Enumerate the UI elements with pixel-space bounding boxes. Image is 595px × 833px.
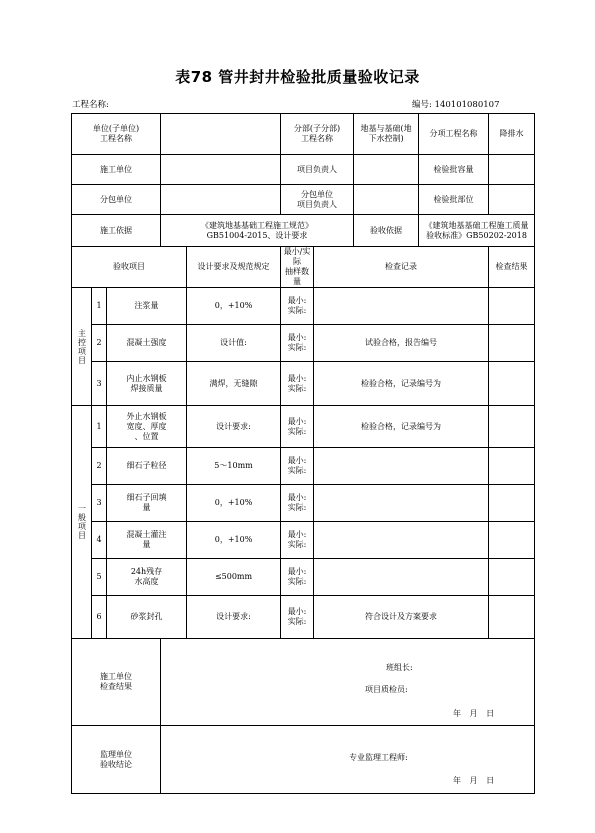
item-name: 细石子回填 量: [107, 485, 187, 522]
supervisor-result-label: 监理单位 验收结论: [72, 726, 161, 794]
table-row: [72, 362, 535, 406]
item-name: 混凝土强度: [107, 325, 187, 362]
col-record-header: 检查记录: [314, 247, 489, 288]
contractor-date: 年 月 日: [453, 709, 495, 718]
unit-value[interactable]: [161, 114, 281, 155]
contractor-result-label: 施工单位 检查结果: [72, 639, 161, 726]
supervising-engineer-label: 专业监理工程师:: [349, 753, 408, 762]
item-record[interactable]: 试验合格，报告编号: [314, 325, 489, 362]
item-no: 4: [92, 522, 107, 559]
batch-location-value[interactable]: [489, 185, 535, 215]
item-no: 2: [92, 448, 107, 485]
item-result[interactable]: [489, 406, 535, 448]
supervisor-result-box[interactable]: [161, 726, 535, 794]
item-name: 砂浆封孔: [107, 596, 187, 639]
item-requirement: 0，+10%: [187, 288, 281, 325]
batch-capacity-label: 检验批容量: [419, 155, 489, 185]
team-leader-label: 班组长:: [386, 663, 413, 672]
page-title: 表78 管井封井检验批质量验收记录: [175, 68, 420, 86]
item-sample[interactable]: 最小: 实际:: [281, 288, 314, 325]
supervisor-result-row: [72, 726, 535, 794]
subcontractor-value[interactable]: [161, 185, 281, 215]
item-name: 内止水钢板 焊接质量: [107, 362, 187, 406]
project-name-label: 工程名称:: [72, 100, 109, 110]
division-label: 分部(子分部) 工程名称: [281, 114, 354, 155]
item-result[interactable]: [489, 325, 535, 362]
item-requirement: 5～10mm: [187, 448, 281, 485]
contractor-result-row: [72, 639, 535, 726]
number-label: 编号:: [412, 100, 432, 110]
unit-label: 单位(子单位) 工程名称: [72, 114, 161, 155]
item-requirement: 0，+10%: [187, 522, 281, 559]
header-row-subcontractor: [72, 185, 535, 215]
table-row: [72, 559, 535, 596]
sub-item-label: 分项工程名称: [419, 114, 489, 155]
contractor-value[interactable]: [161, 155, 281, 185]
item-result[interactable]: [489, 559, 535, 596]
batch-capacity-value[interactable]: [489, 155, 535, 185]
item-name: 外止水钢板 宽度、厚度 、位置: [107, 406, 187, 448]
col-result-header: 检查结果: [489, 247, 535, 288]
item-requirement: 设计要求:: [187, 596, 281, 639]
item-record[interactable]: [314, 448, 489, 485]
item-sample[interactable]: 最小: 实际:: [281, 362, 314, 406]
division-value: 地基与基础(地 下水控制): [354, 114, 419, 155]
item-result[interactable]: [489, 522, 535, 559]
contractor-result-box[interactable]: [161, 639, 535, 726]
item-record[interactable]: [314, 559, 489, 596]
sub-item-value: 降排水: [489, 114, 535, 155]
header-row-unit: [72, 114, 535, 155]
item-sample[interactable]: 最小: 实际:: [281, 522, 314, 559]
item-requirement: ≤500mm: [187, 559, 281, 596]
batch-location-label: 检验批部位: [419, 185, 489, 215]
acceptance-basis-label: 验收依据: [354, 215, 419, 247]
item-record[interactable]: 检验合格，记录编号为: [314, 362, 489, 406]
item-name: 细石子粒径: [107, 448, 187, 485]
item-name: 注浆量: [107, 288, 187, 325]
item-sample[interactable]: 最小: 实际:: [281, 406, 314, 448]
header-row-contractor: [72, 155, 535, 185]
item-requirement: 满焊，无缝隙: [187, 362, 281, 406]
item-no: 3: [92, 362, 107, 406]
item-sample[interactable]: 最小: 实际:: [281, 596, 314, 639]
item-no: 1: [92, 406, 107, 448]
item-name: 24h残存 水高度: [107, 559, 187, 596]
item-result[interactable]: [489, 288, 535, 325]
item-name: 混凝土灌注 量: [107, 522, 187, 559]
item-record[interactable]: 符合设计及方案要求: [314, 596, 489, 639]
item-no: 6: [92, 596, 107, 639]
basis-label: 施工依据: [72, 215, 161, 247]
main-group-label: 主控项目: [72, 288, 92, 406]
number-value: 140101080107: [434, 100, 500, 110]
sub-pm-value[interactable]: [354, 185, 419, 215]
project-manager-value[interactable]: [354, 155, 419, 185]
item-record[interactable]: 检验合格，记录编号为: [314, 406, 489, 448]
general-group-label: 一般项目: [72, 406, 92, 639]
item-result[interactable]: [489, 362, 535, 406]
col-item-header: 验收项目: [72, 247, 187, 288]
item-sample[interactable]: 最小: 实际:: [281, 325, 314, 362]
quality-inspector-label: 项目质检员:: [365, 685, 408, 694]
item-no: 1: [92, 288, 107, 325]
acceptance-form-table: [71, 113, 535, 794]
basis-value: 《建筑地基基础工程施工规范》 GB51004-2015、设计要求: [161, 215, 354, 247]
sub-pm-label: 分包单位 项目负责人: [281, 185, 354, 215]
item-record[interactable]: [314, 485, 489, 522]
table-row: [72, 448, 535, 485]
col-requirement-header: 设计要求及规范规定: [187, 247, 281, 288]
item-record[interactable]: [314, 288, 489, 325]
item-no: 3: [92, 485, 107, 522]
item-sample[interactable]: 最小: 实际:: [281, 559, 314, 596]
project-manager-label: 项目负责人: [281, 155, 354, 185]
form-number: [412, 98, 499, 110]
contractor-label: 施工单位: [72, 155, 161, 185]
acceptance-basis-value: 《建筑地基基础工程施工质量 验收标准》GB50202-2018: [419, 215, 535, 247]
item-no: 2: [92, 325, 107, 362]
subcontractor-label: 分包单位: [72, 185, 161, 215]
item-sample[interactable]: 最小: 实际:: [281, 448, 314, 485]
table-row: [72, 406, 535, 448]
table-row: [72, 485, 535, 522]
item-no: 5: [92, 559, 107, 596]
item-requirement: 0，+10%: [187, 485, 281, 522]
column-header-row: [72, 247, 535, 288]
table-row: [72, 596, 535, 639]
item-result[interactable]: [489, 485, 535, 522]
item-sample[interactable]: 最小: 实际:: [281, 485, 314, 522]
item-result[interactable]: [489, 596, 535, 639]
table-row: [72, 325, 535, 362]
col-sample-header: 最小/实际 抽样数量: [281, 247, 314, 288]
header-row-basis: [72, 215, 535, 247]
item-result[interactable]: [489, 448, 535, 485]
table-row: [72, 522, 535, 559]
table-row: [72, 288, 535, 325]
item-record[interactable]: [314, 522, 489, 559]
supervisor-date: 年 月 日: [453, 776, 495, 785]
item-requirement: 设计值:: [187, 325, 281, 362]
item-requirement: 设计要求:: [187, 406, 281, 448]
